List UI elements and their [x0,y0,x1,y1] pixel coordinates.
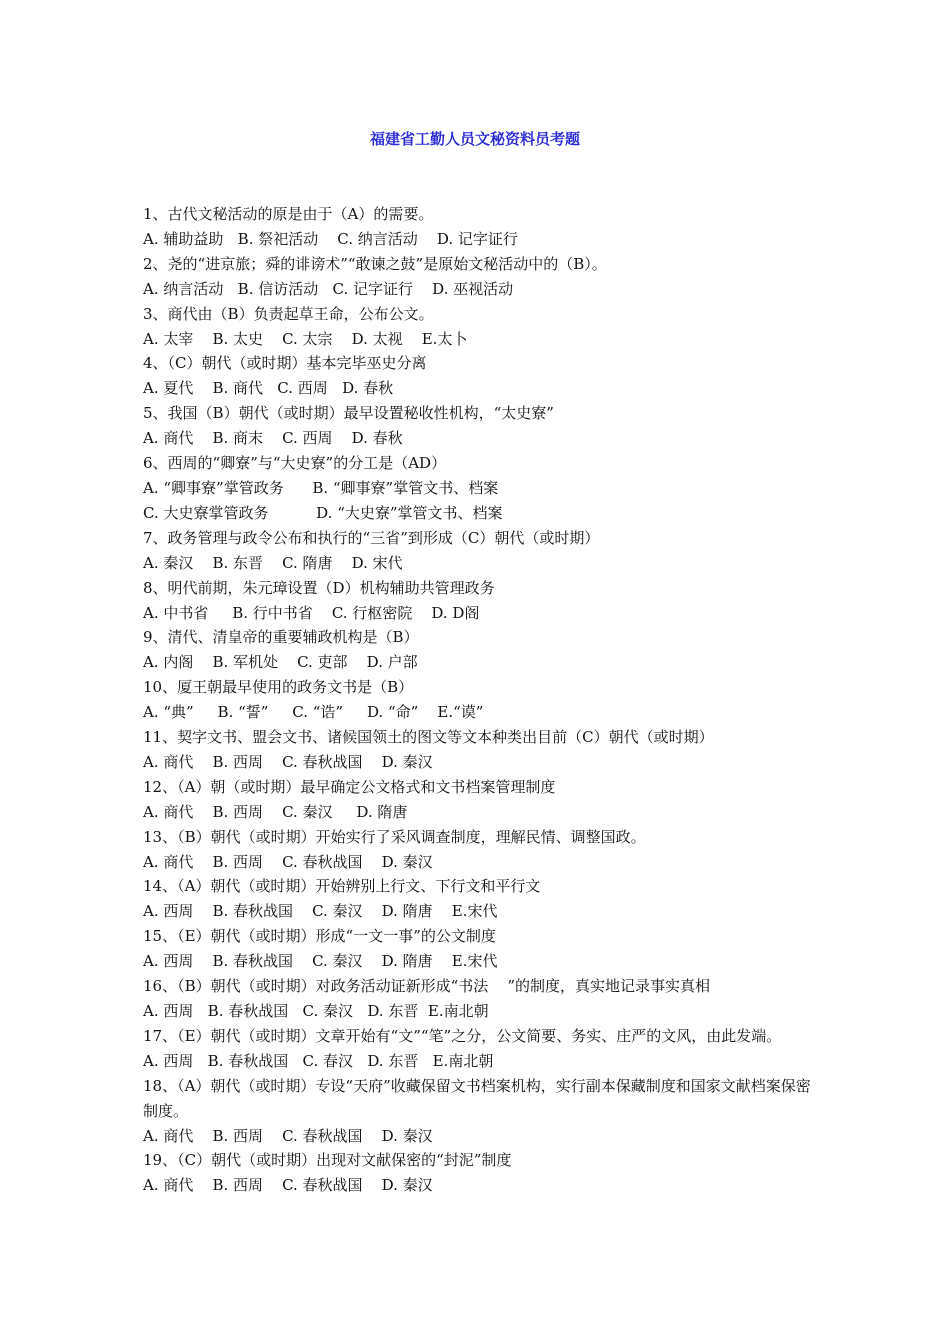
question-4: 4、（C）朝代（或时期）基本完毕巫史分离 [143,354,427,373]
question-18: 18、（A）朝代（或时期）专设“天府”收藏保留文书档案机构，实行副本保藏制度和国家文献档案保密制度。 [143,1076,811,1120]
question-3: 3、商代由（B）负责起草王命，公布公文。 [143,304,434,323]
question-17: 17、（E）朝代（或时期）文章开始有“文”“笔”之分，公文简要、务实、庄严的文风，由此发端。 [143,1026,782,1045]
options-12: A. 商代 B. 西周 C. 秦汉 D. 隋唐 [143,802,408,821]
document-title: 福建省工勤人员文秘资料员考题 [369,130,580,148]
question-14: 14、（A）朝代（或时期）开始辨别上行文、下行文和平行文 [143,877,541,896]
options-13: A. 商代 B. 西周 C. 春秋战国 D. 秦汉 [143,852,433,871]
options-8: A. 中书省 B. 行中书省 C. 行枢密院 D. D阁 [143,603,480,622]
question-6: 6、西周的“卿寮”与“大史寮”的分工是（AD） [143,454,447,473]
options-10: A. “典” B. “誓” C. “诰” D. “命” E.“谟” [143,703,484,722]
question-1: 1、古代文秘活动的原是由于（A）的需要。 [143,205,434,223]
options-6b: C. 大史寮掌管政务 D. “大史寮”掌管文书、档案 [143,503,503,522]
options-2: A. 纳言活动 B. 信访活动 C. 记字证行 D. 巫视活动 [143,279,514,298]
options-9: A. 内阁 B. 军机处 C. 吏部 D. 户部 [143,653,418,672]
options-14: A. 西周 B. 春秋战国 C. 秦汉 D. 隋唐 E.宋代 [143,902,498,921]
question-19: 19、（C）朝代（或时期）出现对文献保密的“封泥”制度 [143,1151,512,1170]
question-8: 8、明代前期，朱元璋设置（D）机构辅助共管理政务 [143,578,495,597]
question-13: 13、（B）朝代（或时期）开始实行了采风调查制度，理解民情、调整国政。 [143,827,646,846]
options-5: A. 商代 B. 商末 C. 西周 D. 春秋 [143,429,403,448]
question-15: 15、（E）朝代（或时期）形成“一文一事”的公文制度 [143,927,496,946]
options-6a: A. “卿事寮”掌管政务 B. “卿事寮”掌管文书、档案 [143,478,499,497]
question-list [143,202,823,1198]
options-18: A. 商代 B. 西周 C. 春秋战国 D. 秦汉 [143,1126,433,1145]
question-7: 7、政务管理与政令公布和执行的“三省”到形成（C）朝代（或时期） [143,528,600,547]
options-3: A. 太宰 B. 太史 C. 太宗 D. 太视 E.太卜 [143,329,468,348]
options-16: A. 西周 B. 春秋战国 C. 秦汉 D. 东晋 E.南北朝 [143,1002,489,1020]
question-12: 12、（A）朝（或时期）最早确定公文格式和文书档案管理制度 [143,777,556,796]
options-15: A. 西周 B. 春秋战国 C. 秦汉 D. 隋唐 E.宋代 [143,952,498,971]
options-7: A. 秦汉 B. 东晋 C. 隋唐 D. 宋代 [143,553,403,572]
question-10: 10、厦王朝最早使用的政务文书是（B） [143,678,414,697]
question-11: 11、契字文书、盟会文书、诸候国领土的图文等文本种类出目前（C）朝代（或时期） [143,728,714,747]
options-17: A. 西周 B. 春秋战国 C. 春汉 D. 东晋 E.南北朝 [143,1051,494,1070]
question-9: 9、清代、清皇帝的重要辅政机构是（B） [143,628,419,647]
question-5: 5、我国（B）朝代（或时期）最早设置秘收性机构，“太史寮” [143,404,554,423]
question-2: 2、尧的“进京旅；舜的诽谤术”“敢谏之鼓”是原始文秘活动中的（B）。 [143,254,607,273]
question-16: 16、（B）朝代（或时期）对政务活动证新形成“书法 ”的制度，真实地记录事实真相 [143,977,711,996]
options-11: A. 商代 B. 西周 C. 春秋战国 D. 秦汉 [143,752,433,771]
options-4: A. 夏代 B. 商代 C. 西周 D. 春秋 [143,379,394,398]
options-1: A. 辅助益助 B. 祭祀活动 C. 纳言活动 D. 记字证行 [143,229,518,248]
options-19: A. 商代 B. 西周 C. 春秋战国 D. 秦汉 [143,1176,433,1195]
